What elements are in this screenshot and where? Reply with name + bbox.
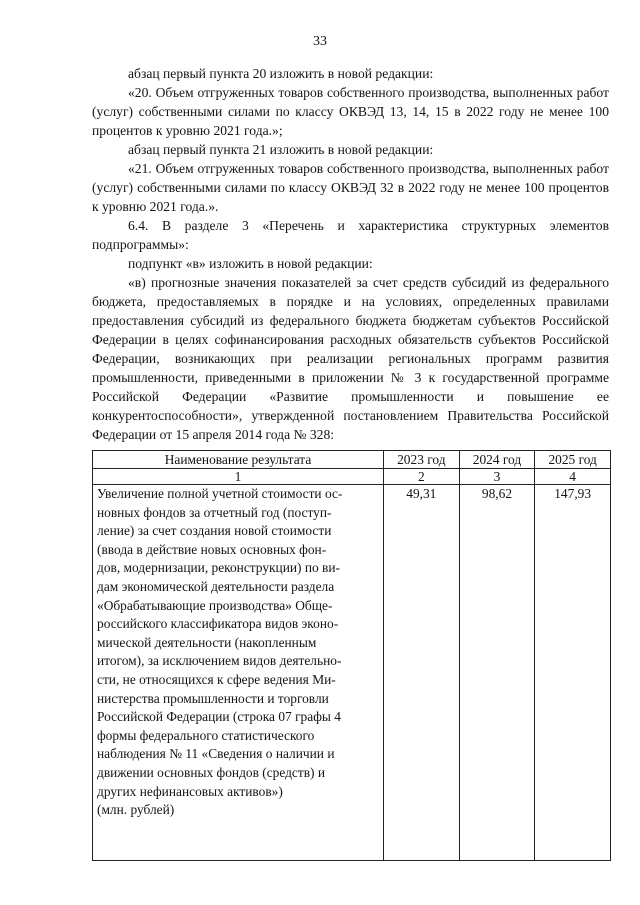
page-number: 33 (313, 34, 327, 49)
document-body (92, 64, 609, 444)
description-line: дов, модернизации, реконструкции) по ви- (97, 560, 340, 576)
paragraph-4: «21. Объем отгруженных товаров собственного производства, выполненных работ (услуг) собственными силами по классу ОКВЭД 32 в 2022 году не менее 100 процентов к уровню 2021 года.». (92, 161, 609, 214)
description-line: российского классификатора видов эконо- (97, 616, 339, 632)
description-line: (ввода в действие новых основных фон- (97, 541, 327, 557)
description-line: сти, не относящихся к сфере ведения Ми- (97, 671, 336, 687)
paragraph-1: абзац первый пункта 20 изложить в новой редакции: (128, 66, 434, 81)
description-line: движении основных фондов (средств) и (97, 764, 326, 780)
header-result-name: Наименование результата (93, 451, 384, 469)
description-line: ление) за счет создания новой стоимости (97, 523, 332, 539)
column-number-3: 3 (459, 469, 535, 485)
description-line: других нефинансовых активов») (97, 783, 283, 799)
description-line: итогом), за исключением видов деятельно- (97, 653, 342, 669)
description-line: дам экономической деятельности раздела (97, 578, 335, 594)
description-line: новных фондов за отчетный год (поступ- (97, 504, 332, 520)
column-number-2: 2 (384, 469, 460, 485)
paragraph-7: «в) прогнозные значения показателей за счет средств субсидий из федерального бюджета, предоставляемых в порядке и на условиях, определенных правилами предоставления субсидий из федерального бюджета бюджетам субъектов Российской Федерации в целях софинансирования расходных обязательств субъектов Российской Федерации, возникающих при реализации региональных программ развития промышленности, приведенными в приложении № 3 к государственной программе Российской Федерации «Развитие промышленности и повышение ее конкурентоспособности», утвержденной постановлением Правительства Российской Федерации от 15 апреля 2014 года № 328: (92, 275, 609, 442)
header-2023: 2023 год (384, 451, 460, 469)
description-line: (млн. рублей) (97, 802, 175, 818)
description-line: Российской Федерации (строка 07 графы 4 (97, 709, 341, 725)
paragraph-6: подпункт «в» изложить в новой редакции: (128, 256, 373, 271)
column-number-4: 4 (535, 469, 611, 485)
description-line: мической деятельности (накопленным (97, 634, 317, 650)
value-2023: 49,31 (384, 485, 460, 861)
column-number-1: 1 (93, 469, 384, 485)
results-table (92, 450, 611, 861)
paragraph-3: абзац первый пункта 21 изложить в новой редакции: (128, 142, 434, 157)
description-line: наблюдения № 11 «Сведения о наличии и (97, 746, 335, 762)
paragraph-2: «20. Объем отгруженных товаров собственного производства, выполненных работ (услуг) собственными силами по классу ОКВЭД 13, 14, 15 в 2022 году не менее 100 процентов к уровню 2021 года.»; (92, 85, 609, 138)
description-line: Увеличение полной учетной стоимости ос- (97, 486, 343, 501)
description-line: нистерства промышленности и торговли (97, 690, 329, 706)
value-2025: 147,93 (535, 485, 611, 861)
table-row (93, 485, 611, 861)
table-header-row (93, 451, 611, 469)
description-line: «Обрабатывающие производства» Обще- (97, 597, 333, 613)
result-description (93, 485, 384, 861)
value-2024: 98,62 (459, 485, 535, 861)
paragraph-5: 6.4. В разделе 3 «Перечень и характеристика структурных элементов подпрограммы»: (92, 218, 609, 252)
header-2024: 2024 год (459, 451, 535, 469)
header-2025: 2025 год (535, 451, 611, 469)
description-line: формы федерального статистического (97, 727, 315, 743)
table-column-number-row (93, 469, 611, 485)
